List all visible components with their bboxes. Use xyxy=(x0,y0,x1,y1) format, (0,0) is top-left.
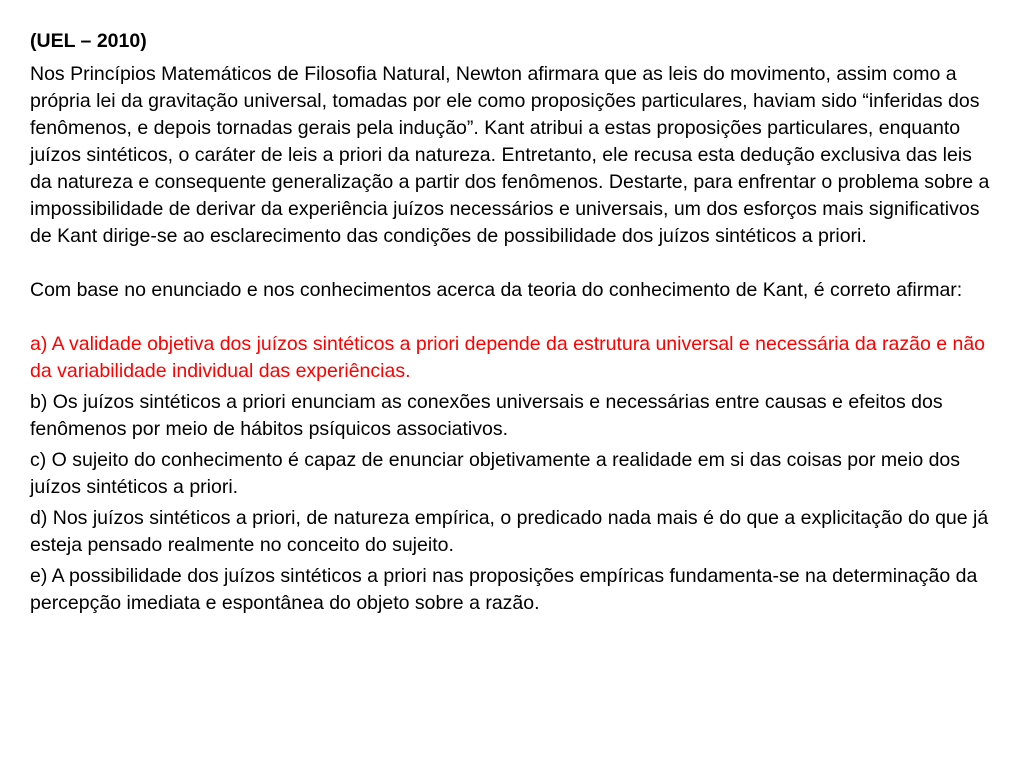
slide-content xyxy=(30,28,996,621)
answer-options xyxy=(30,331,996,617)
spacer xyxy=(30,250,996,277)
option-d: d) Nos juízos sintéticos a priori, de natureza empírica, o predicado nada mais é do que a explicitação do que já esteja pensado realmente no conceito do sujeito. xyxy=(30,507,989,556)
question-prompt: Com base no enunciado e nos conhecimentos acerca da teoria do conhecimento de Kant, é correto afirmar: xyxy=(30,279,963,301)
option-b: b) Os juízos sintéticos a priori enunciam as conexões universais e necessárias entre causas e efeitos dos fenômenos por meio de hábitos psíquicos associativos. xyxy=(30,391,943,440)
option-e: e) A possibilidade dos juízos sintéticos a priori nas proposições empíricas fundamenta-se na determinação da percepção imediata e espontânea do objeto sobre a razão. xyxy=(30,565,978,614)
statement-paragraph: Nos Princípios Matemáticos de Filosofia Natural, Newton afirmara que as leis do movimento, assim como a própria lei da gravitação universal, tomadas por ele como proposições particulares, haviam sido “inferidas dos fenômenos, e depois tornadas gerais pela indução”. Kant atribui a estas proposições particulares, enquanto juízos sintéticos, o caráter de leis a priori da natureza. Entretanto, ele recusa esta dedução exclusiva das leis da natureza e consequente generalização a partir dos fenômenos. Destarte, para enfrentar o problema sobre a impossibilidade de derivar da experiência juízos necessários e universais, um dos esforços mais significativos de Kant dirige-se ao esclarecimento das condições de possibilidade dos juízos sintéticos a priori. xyxy=(30,63,990,247)
spacer xyxy=(30,304,996,331)
option-c: c) O sujeito do conhecimento é capaz de enunciar objetivamente a realidade em si das coisas por meio dos juízos sintéticos a priori. xyxy=(30,449,961,498)
question-source-title: (UEL – 2010) xyxy=(30,30,147,52)
option-a-correct: a) A validade objetiva dos juízos sintéticos a priori depende da estrutura universal e necessária da razão e não da variabilidade individual das experiências. xyxy=(30,333,986,382)
